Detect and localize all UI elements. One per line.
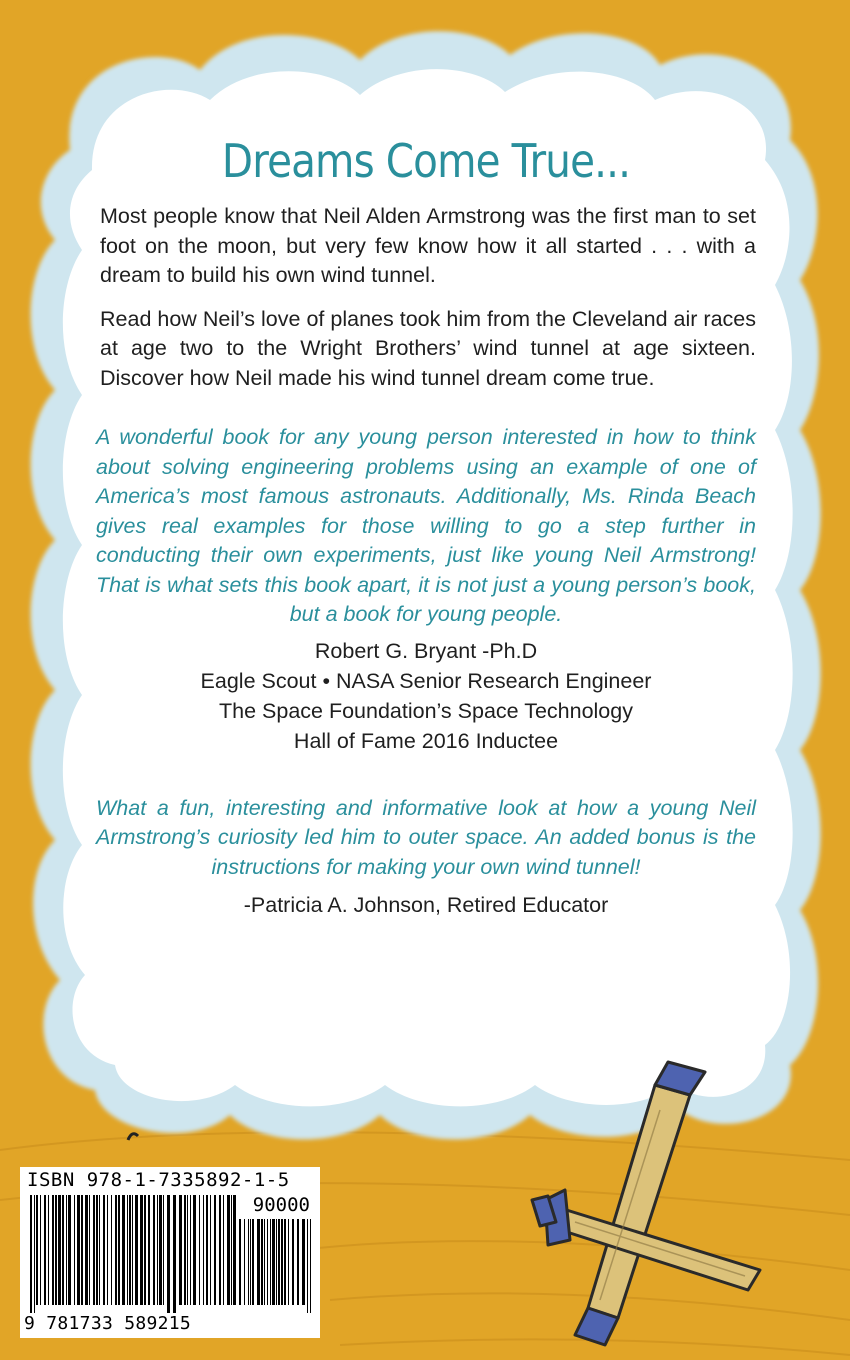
attribution-line: Hall of Fame 2016 Inductee [293, 728, 559, 753]
isbn-digits: 9 781733 589215 [24, 1313, 192, 1334]
attribution-line: The Space Foundation’s Space Technology [219, 698, 633, 723]
price-code: 90000 [252, 1194, 310, 1216]
description-paragraph-1: Most people know that Neil Alden Armstrong was the first man to set foot on the moon, but very few know how it all started . . . with a dream to build his own wind tunnel. [100, 204, 756, 287]
isbn-label: ISBN 978-1-7335892-1-5 [27, 1169, 290, 1191]
attribution-line: Eagle Scout • NASA Senior Research Engineer [200, 668, 652, 693]
review-quote-2: What a fun, interesting and informative look at how a young Neil Armstrong’s curiosity led him to outer space. An added bonus is the instructions for making your own wind tunnel! [96, 795, 756, 879]
review-quote-1: A wonderful book for any young person interested in how to think about solving engineering problems using an example of one of America’s most famous astronauts. Additionally, Ms. Rinda Beach gives real examples for those willing to go a step further in conducting their own experiments, just like young Neil Armstrong! That is what sets this book apart, it is not just a young person’s book, but a book for young people. [96, 425, 756, 626]
review-attribution-2: -Patricia A. Johnson, Retired Educator [243, 893, 609, 917]
barcode-bars [26, 1193, 316, 1315]
isbn-barcode [20, 1167, 320, 1338]
book-title: Dreams Come True... [221, 134, 631, 188]
description-paragraph-2: Read how Neil’s love of planes took him from the Cleveland air races at age two to the Wright Brothers’ wind tunnel at age sixteen. Discover how Neil made his wind tunnel dream come true. [100, 306, 756, 390]
attribution-line: Robert G. Bryant -Ph.D [314, 638, 538, 663]
